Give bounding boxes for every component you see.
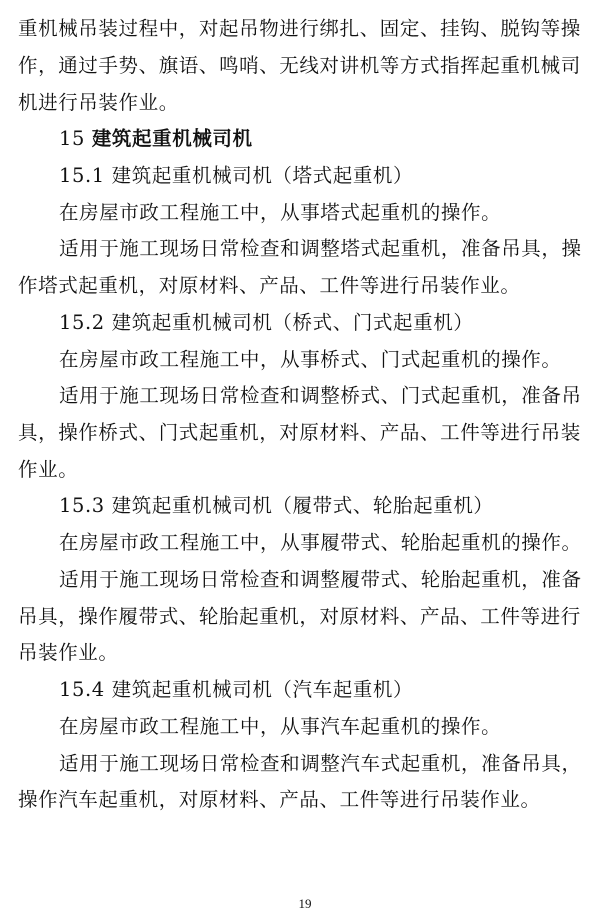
paragraph-line: 作塔式起重机，对原材料、产品、工件等进行吊装作业。	[18, 274, 521, 297]
paragraph-line: 适用于施工现场日常检查和调整履带式、轮胎起重机，准备	[59, 568, 582, 591]
paragraph-line: 机进行吊装作业。	[18, 91, 179, 114]
section-title: 建筑起重机械司机	[91, 127, 253, 150]
paragraph-line: 适用于施工现场日常检查和调整桥式、门式起重机，准备吊	[59, 384, 582, 407]
page-number: 19	[298, 896, 312, 911]
paragraph-line: 在房屋市政工程施工中，从事汽车起重机的操作。	[59, 715, 502, 738]
subsection-heading: 15.3 建筑起重机械司机（履带式、轮胎起重机）	[59, 494, 494, 517]
paragraph-line: 操作汽车起重机，对原材料、产品、工件等进行吊装作业。	[18, 788, 541, 811]
paragraph-line: 适用于施工现场日常检查和调整汽车式起重机，准备吊具，	[59, 752, 582, 775]
paragraph-line: 作业。	[18, 458, 79, 481]
paragraph-line: 适用于施工现场日常检查和调整塔式起重机，准备吊具，操	[59, 237, 582, 260]
paragraph-line: 吊装作业。	[18, 641, 119, 664]
subsection-heading: 15.2 建筑起重机械司机（桥式、门式起重机）	[59, 311, 474, 334]
subsection-heading: 15.1 建筑起重机械司机（塔式起重机）	[59, 164, 414, 187]
paragraph-line: 重机械吊装过程中，对起吊物进行绑扎、固定、挂钩、脱钩等操	[18, 17, 581, 40]
paragraph-line: 具，操作桥式、门式起重机，对原材料、产品、工件等进行吊装	[18, 421, 581, 444]
subsection-heading: 15.4 建筑起重机械司机（汽车起重机）	[59, 678, 414, 701]
section-heading	[0, 120, 610, 157]
paragraph-line: 吊具，操作履带式、轮胎起重机，对原材料、产品、工件等进行	[18, 605, 581, 628]
paragraph-line: 在房屋市政工程施工中，从事塔式起重机的操作。	[59, 201, 502, 224]
section-number: 15	[59, 127, 86, 150]
paragraph-line: 在房屋市政工程施工中，从事桥式、门式起重机的操作。	[59, 348, 562, 371]
paragraph-line: 在房屋市政工程施工中，从事履带式、轮胎起重机的操作。	[59, 531, 582, 554]
paragraph-line: 作，通过手势、旗语、鸣哨、无线对讲机等方式指挥起重机械司	[18, 54, 581, 77]
